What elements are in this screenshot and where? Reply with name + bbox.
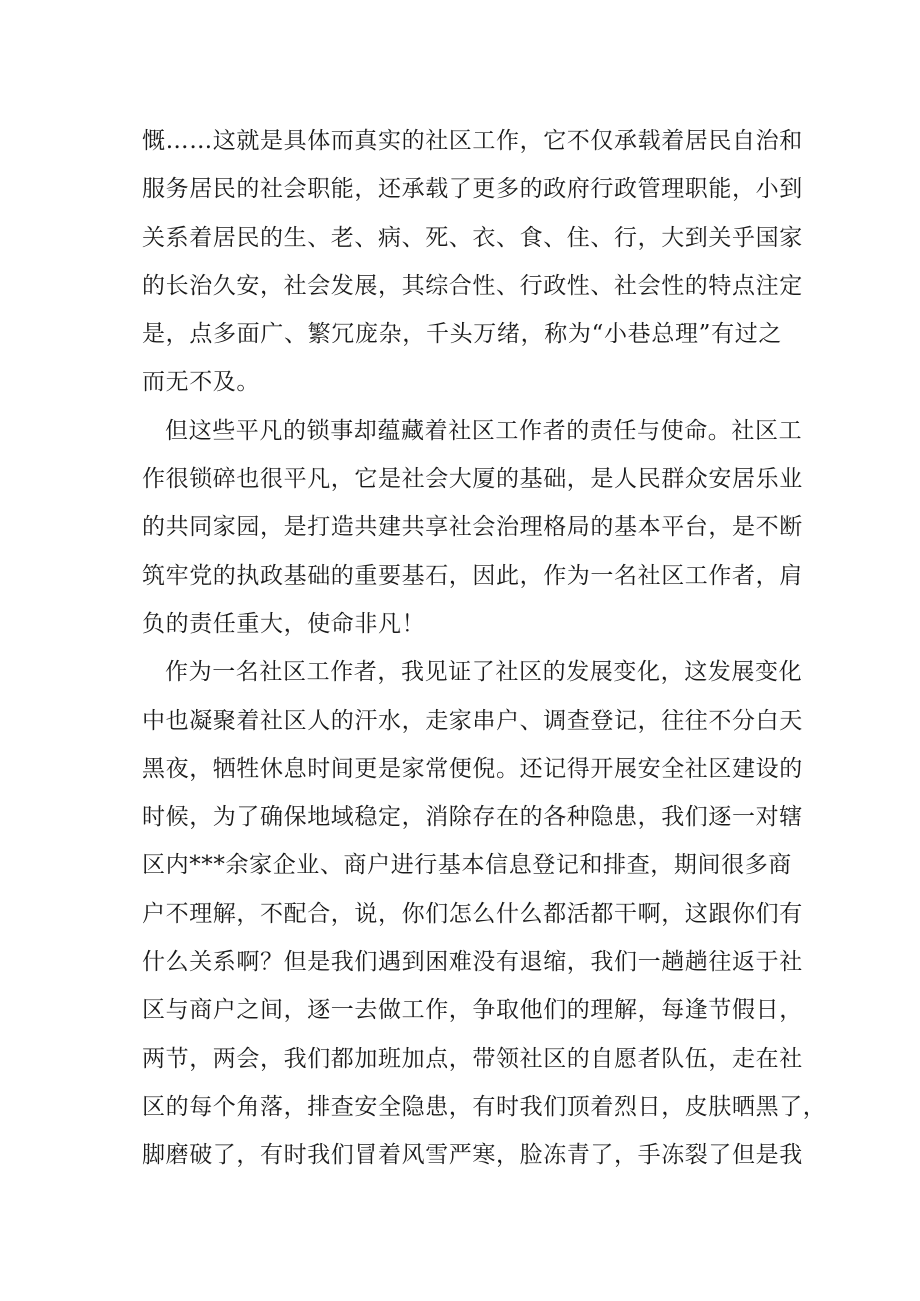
text-line: 负的责任重大，使命非凡！ xyxy=(142,610,426,637)
text-line: 时候，为了确保地域稳定，消除存在的各种隐患，我们逐一对辖 xyxy=(142,804,803,831)
text-line: 中也凝聚着社区人的汗水，走家串户、调查登记，往往不分白天 xyxy=(142,707,803,734)
text-line: 服务居民的社会职能，还承载了更多的政府行政管理职能，小到 xyxy=(142,176,803,203)
text-line: 两节，两会，我们都加班加点，带领社区的自愿者队伍，走在社 xyxy=(142,1045,803,1072)
text-line: 脚磨破了，有时我们冒着风雪严寒，脸冻青了，手冻裂了但是我 xyxy=(142,1142,803,1169)
text-line: 但这些平凡的锁事却蕴藏着社区工作者的责任与使命。社区工 xyxy=(165,417,803,444)
text-line: 区的每个角落，排查安全隐患，有时我们顶着烈日，皮肤晒黑了， xyxy=(142,1093,827,1120)
text-line: 区内***余家企业、商户进行基本信息登记和排查，期间很多商 xyxy=(142,852,792,879)
paragraph-3 xyxy=(142,648,827,1179)
paragraph-2 xyxy=(142,407,803,648)
text-line: 关系着居民的生、老、病、死、衣、食、住、行，大到关乎国家 xyxy=(142,224,803,251)
text-line: 筑牢党的执政基础的重要基石，因此，作为一名社区工作者，肩 xyxy=(142,562,803,589)
text-line: 户不理解，不配合，说，你们怎么什么都活都干啊，这跟你们有 xyxy=(142,900,803,927)
text-line: 作为一名社区工作者，我见证了社区的发展变化，这发展变化 xyxy=(165,659,803,686)
text-line: 而无不及。 xyxy=(142,369,260,396)
text-line: 慨……这就是具体而真实的社区工作，它不仅承载着居民自治和 xyxy=(142,128,803,154)
body-text xyxy=(142,117,827,1180)
text-line: 作很锁碎也很平凡，它是社会大厦的基础，是人民群众安居乐业 xyxy=(142,466,803,493)
text-line: 黑夜，牺牲休息时间更是家常便倪。还记得开展安全社区建设的 xyxy=(142,755,803,782)
text-line: 的长治久安，社会发展，其综合性、行政性、社会性的特点注定 xyxy=(142,272,803,299)
paragraph-1 xyxy=(142,117,803,407)
text-line: 区与商户之间，逐一去做工作，争取他们的理解，每逢节假日， xyxy=(142,997,803,1024)
text-line: 的共同家园，是打造共建共享社会治理格局的基本平台，是不断 xyxy=(142,514,803,541)
text-line: 什么关系啊？但是我们遇到困难没有退缩，我们一趟趟往返于社 xyxy=(142,949,803,976)
text-line: 是，点多面广、繁冗庞杂，千头万绪，称为“小巷总理”有过之 xyxy=(142,321,782,348)
